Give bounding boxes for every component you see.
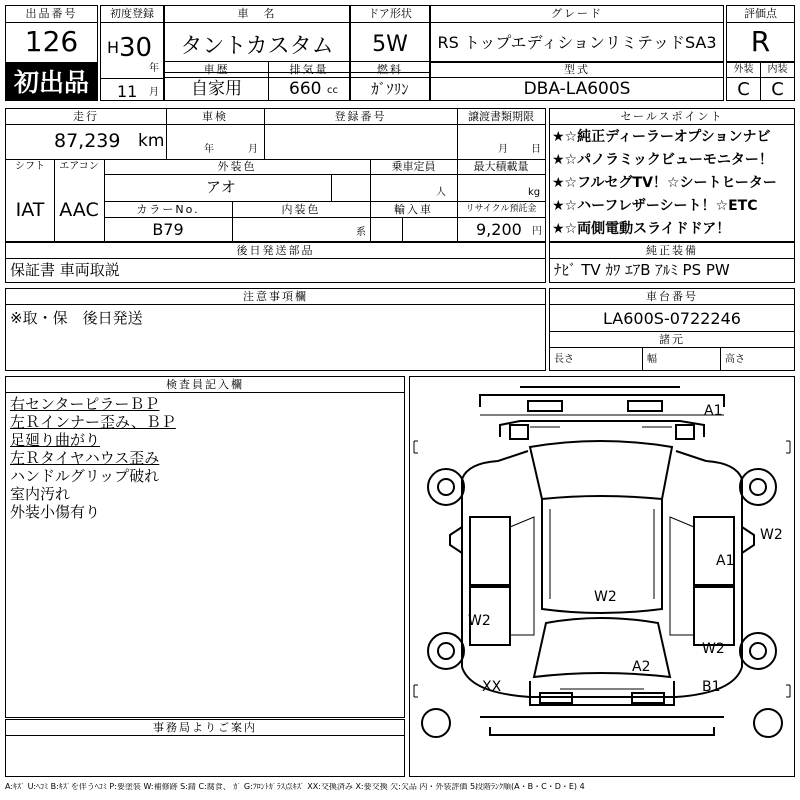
capacity-unit: 人 <box>436 187 446 198</box>
inspector-line-1: 右センターピラーＢＰ <box>10 395 160 413</box>
later-items-value: 保証書 車両取説 <box>10 261 120 279</box>
door-type: 5W <box>372 32 408 57</box>
exterior-rating-box <box>726 61 761 101</box>
fuel-box <box>350 61 430 101</box>
era-letter: H <box>107 38 120 57</box>
interior-color-label: 内装色 <box>281 203 321 216</box>
color-number-label: カラーNo. <box>136 203 200 216</box>
first-listing-badge <box>5 63 98 101</box>
inspector-line-7: 外装小傷有り <box>10 503 101 521</box>
recycle-label: リサイクル預託金 <box>465 204 537 214</box>
registration-year: 30 <box>119 33 153 63</box>
recycle-value: 9,200 <box>476 220 522 239</box>
damage-mark: W2 <box>468 613 491 629</box>
office-notice-label: 事務局よりご案内 <box>153 721 257 734</box>
exterior-value: C <box>737 79 750 100</box>
selling-point-1: ★☆純正ディーラーオプションナビ <box>552 129 771 145</box>
height-label: 高さ <box>725 354 745 365</box>
ac-value: AAC <box>59 199 99 221</box>
chassis-number: LA600S-0722246 <box>603 309 741 328</box>
shift-value: IAT <box>15 199 45 221</box>
registration-number-label: 登録番号 <box>334 110 387 123</box>
damage-mark: W2 <box>760 527 783 543</box>
office-notice-box <box>5 719 405 777</box>
displacement-unit: cc <box>327 85 338 96</box>
vehicle-details-block <box>5 108 546 242</box>
inspector-line-4: 左Ｒタイヤハウス歪み <box>10 449 160 467</box>
car-diagram <box>410 377 794 776</box>
recycle-unit: 円 <box>532 226 542 237</box>
import-label: 輸入車 <box>394 203 433 216</box>
inspection-label: 車検 <box>202 110 228 123</box>
month-unit: 月 <box>149 87 159 98</box>
equipment-label: 純正装備 <box>646 244 698 257</box>
equipment-value: ﾅﾋﾞ TV ｶﾜ ｴｱB ｱﾙﾐ PS PW <box>554 261 730 279</box>
max-load-label: 最大積載量 <box>473 160 529 173</box>
capacity-label: 乗車定員 <box>391 160 436 173</box>
grade-value: RS トップエディションリミテッドSA3 <box>437 33 717 52</box>
damage-mark: W2 <box>702 641 725 657</box>
displacement-box <box>268 61 350 101</box>
selling-point-5: ★☆両側電動スライドドア！ <box>552 221 731 237</box>
damage-mark: A1 <box>716 553 735 569</box>
inspection-year-unit: 年 <box>204 144 214 155</box>
lot-number-label: 出品番号 <box>25 7 78 20</box>
interior-rating-box <box>760 61 795 101</box>
first-registration-label: 初度登録 <box>110 7 154 20</box>
fuel-label: 燃料 <box>377 63 403 76</box>
door-type-label: ドア形状 <box>368 7 412 20</box>
damage-mark: B1 <box>702 679 721 695</box>
length-label: 長さ <box>554 354 574 365</box>
notes-box <box>5 288 546 371</box>
history-value: 自家用 <box>191 79 242 99</box>
later-items-label: 後日発送部品 <box>236 244 315 257</box>
first-registration-box <box>100 5 164 101</box>
car-name-label: 車 名 <box>237 7 277 20</box>
displacement-label: 排気量 <box>289 63 329 76</box>
model-value: DBA-LA600S <box>523 79 631 99</box>
inspector-line-6: 室内汚れ <box>10 485 71 503</box>
notes-value: ※取・保 後日発送 <box>10 309 143 327</box>
selling-points-box <box>549 108 795 242</box>
chassis-box <box>549 288 795 371</box>
selling-point-4: ★☆ハーフレザーシート！☆ETC <box>552 198 758 214</box>
selling-point-3: ★☆フルセグTV！☆シートヒーター <box>552 175 777 191</box>
later-items-box <box>5 242 546 283</box>
equipment-box <box>549 242 795 283</box>
history-label: 車歴 <box>203 63 230 76</box>
legend-text: A:ｷｽﾞ U:ﾍｺﾐ B:ｷｽﾞを伴うﾍｺﾐ P:要塗装 W:補修跡 S:錆 C:腐食、 ｶﾞ G:ﾌﾛﾝﾄｶﾞﾗｽ点ｷｽﾞ XX:交換済み X:要交換 欠:欠品 内・外装評価 5段階ﾗﾝｸ順(A・B・C・D・E) 4 <box>5 783 585 791</box>
interior-label: 内装 <box>767 64 788 75</box>
rating-label: 評価点 <box>744 7 777 20</box>
car-diagram-box <box>409 376 795 777</box>
grade-label: グレード <box>551 7 603 20</box>
chassis-label: 車台番号 <box>646 290 698 303</box>
transfer-day-unit: 日 <box>531 144 541 155</box>
width-label: 幅 <box>647 354 657 365</box>
exterior-color-label: 外装色 <box>217 160 257 173</box>
grade-box <box>430 5 724 63</box>
inspector-line-3: 足廻り曲がり <box>10 431 101 449</box>
mileage-value: 87,239 <box>54 130 121 152</box>
interior-value: C <box>771 79 784 100</box>
max-load-unit: kg <box>528 187 541 198</box>
first-listing-text: 初出品 <box>13 68 89 97</box>
shift-label: シフト <box>15 161 45 172</box>
inspector-line-2: 左Ｒインナー歪み、ＢＰ <box>10 413 176 431</box>
interior-color-unit: 系 <box>356 227 366 238</box>
fuel-value: ｶﾞｿﾘﾝ <box>371 80 409 98</box>
damage-mark: A1 <box>704 403 723 419</box>
lot-number: 126 <box>24 25 79 58</box>
transfer-deadline-label: 譲渡書類期限 <box>468 110 534 123</box>
exterior-label: 外装 <box>733 64 754 75</box>
displacement-value: 660 <box>289 79 322 99</box>
lot-number-box <box>5 5 98 63</box>
inspector-line-5: ハンドルグリップ破れ <box>10 467 160 485</box>
rating-box <box>726 5 795 63</box>
mileage-label: 走行 <box>73 110 99 123</box>
exterior-color-value: アオ <box>206 178 236 196</box>
car-name: タントカスタム <box>180 34 334 59</box>
dimensions-label: 諸元 <box>659 333 685 346</box>
registration-month: 11 <box>117 82 138 101</box>
color-number-value: B79 <box>152 220 184 239</box>
year-unit: 年 <box>149 63 159 74</box>
selling-point-2: ★☆パノラミックビューモニター！ <box>552 152 773 168</box>
damage-mark: A2 <box>632 659 651 675</box>
history-box <box>164 61 269 101</box>
model-box <box>430 61 724 101</box>
ac-label: エアコン <box>59 161 99 172</box>
selling-points-label: セールスポイント <box>620 110 724 123</box>
model-label: 型式 <box>564 63 590 76</box>
inspection-month-unit: 月 <box>248 144 258 155</box>
notes-label: 注意事項欄 <box>243 290 308 303</box>
inspector-box <box>5 376 405 718</box>
transfer-month-unit: 月 <box>498 144 508 155</box>
mileage-unit: km <box>138 131 165 151</box>
inspector-label: 検査員記入欄 <box>166 378 244 391</box>
rating-value: R <box>750 25 771 58</box>
damage-mark: W2 <box>594 589 617 605</box>
damage-mark: XX <box>482 679 502 695</box>
